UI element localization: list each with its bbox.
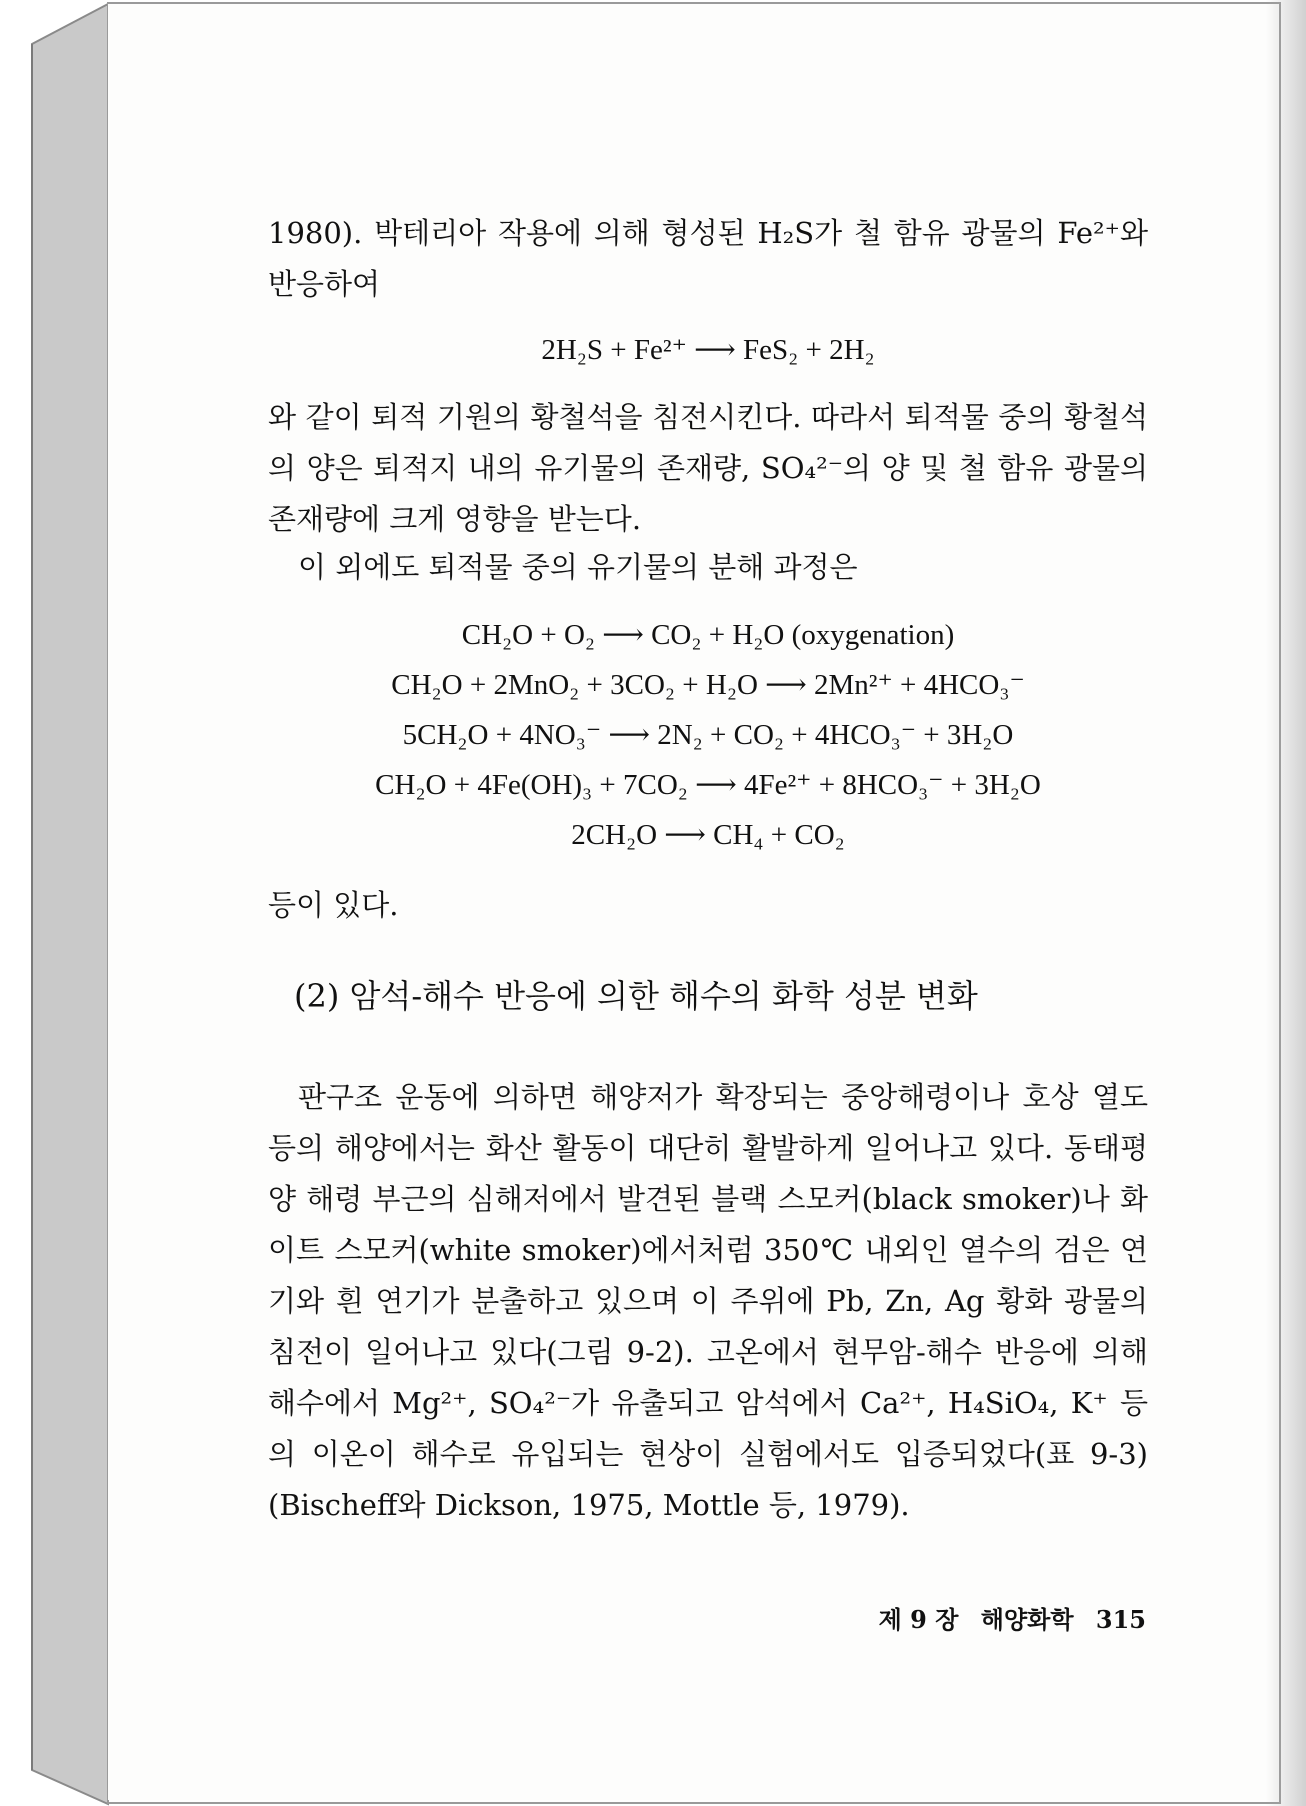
equation-pyrite [268,325,1148,375]
footer-chapter: 제 9 장 [878,1605,959,1634]
page-shadow [1266,0,1306,1806]
paragraph-2: 와 같이 퇴적 기원의 황철석을 침전시킨다. 따라서 퇴적물 중의 황철석의 양은 퇴적지 내의 유기물의 존재량, SO₄²⁻의 양 및 철 함유 광물의 존재량에 크게 영향을 받는다. [268,400,1148,536]
equation: CH₂O + 2MnO₂ + 3CO₂ + H₂O ⟶ 2Mn²⁺ + 4HCO₃⁻ [391,669,1025,701]
section-heading: (2) 암석-해수 반응에 의한 해수의 화학 성분 변화 [294,977,978,1015]
paragraph-4: 등이 있다. [268,888,399,922]
paragraph-1: 1980). 박테리아 작용에 의해 형성된 H₂S가 철 함유 광물의 Fe²⁺와 반응하여 [268,216,1148,301]
page-footer [865,1600,1146,1635]
equation-list [268,610,1148,860]
paragraph-3: 이 외에도 퇴적물 중의 유기물의 분해 과정은 [298,550,858,584]
equation: CH₂O + 4Fe(OH)₃ + 7CO₂ ⟶ 4Fe²⁺ + 8HCO₃⁻ + 3H₂O [375,769,1041,801]
equation: 2CH₂O ⟶ CH₄ + CO₂ [571,819,845,851]
equation: CH₂O + O₂ ⟶ CO₂ + H₂O (oxygenation) [461,619,955,651]
footer-title: 해양화학 [980,1605,1074,1634]
page-number: 315 [1095,1605,1146,1634]
equation: 5CH₂O + 4NO₃⁻ ⟶ 2N₂ + CO₂ + 4HCO₃⁻ + 3H₂O [402,719,1014,751]
paragraph-5: 판구조 운동에 의하면 해양저가 확장되는 중앙해령이나 호상 열도 등의 해양에서는 화산 활동이 대단히 활발하게 일어나고 있다. 동태평양 해령 부근의 심해저에서 발견된 블랙 스모커(black smoker)나 화이트 스모커(white smoker)에서처럼 350℃ 내외인 열수의 검은 연기와 흰 연기가 분출하고 있으며 이 주위에 Pb, Zn, Ag 황화 광물의 침전이 일어나고 있다(그림 9-2). 고온에서 현무암-해수 반응에 의해 해수에서 Mg²⁺, SO₄²⁻가 유출되고 암석에서 Ca²⁺, H₄SiO₄, K⁺ 등의 이온이 해수로 유입되는 현상이 실험에서도 입증되었다(표 9-3)(Bischeff와 Dickson, 1975, Mottle 등, 1979). [268,1080,1148,1522]
equation: 2H₂S + Fe²⁺ ⟶ FeS₂ + 2H₂ [541,334,875,366]
